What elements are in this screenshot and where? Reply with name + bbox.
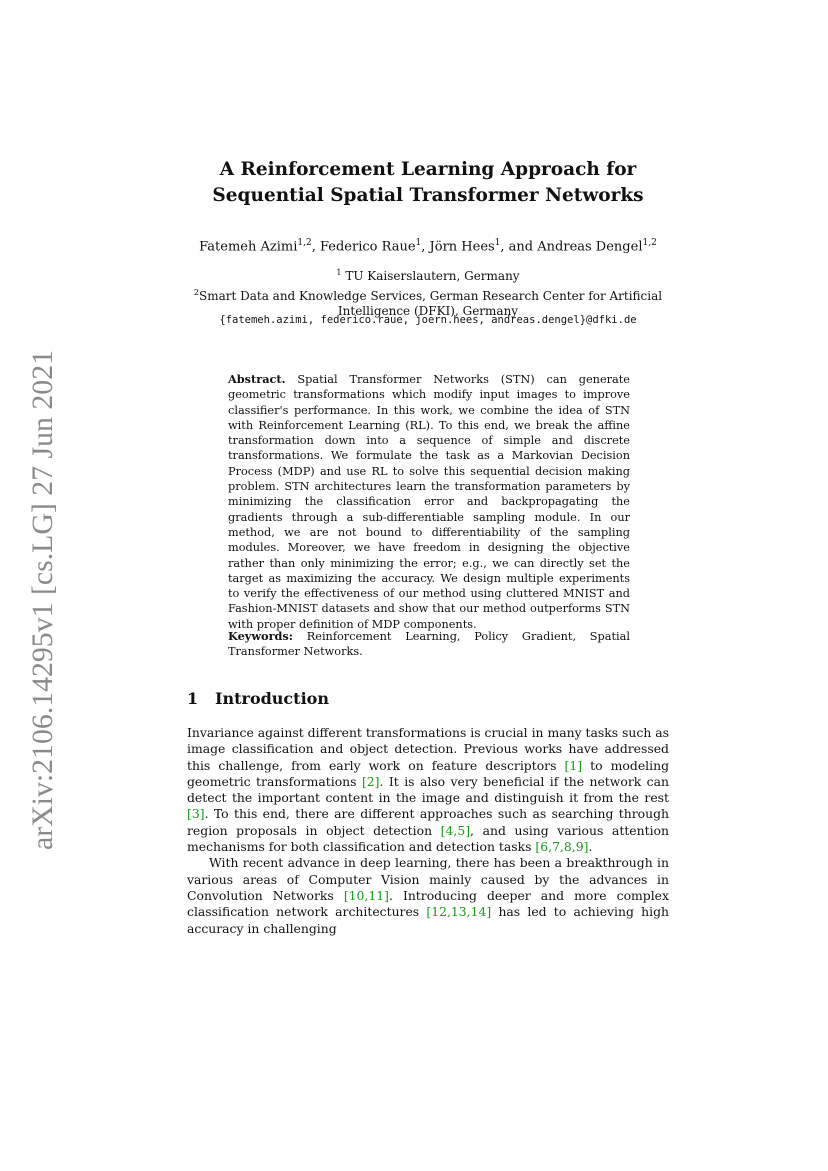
text-run: , and using various attention mechanisms for both classification and detection tasks — [187, 822, 669, 855]
affiliation-2 — [180, 285, 676, 305]
abstract-label: Abstract. — [228, 372, 286, 386]
affiliation-mark: 1 — [336, 268, 342, 277]
text-run: . To this end, there are different approaches such as searching through region proposals in object detection — [187, 806, 669, 838]
citation-link[interactable]: [3] — [187, 806, 205, 822]
author-name: Federico Raue — [319, 239, 416, 255]
citation-link[interactable]: [12,13,14] — [426, 904, 492, 920]
abstract-text: Spatial Transformer Networks (STN) can generate geometric transformations which modify input images to improve classifier's performance. In this work, we combine the idea of STN with Reinforcement Learning (RL). To this end, we break the affine transformation down into a sequence of simple and discrete transformations. We formulate the task as a Markovian Decision Process (MDP) and use RL to solve this sequential decision making problem. STN architectures learn the transformation parameters by minimizing the classification error and backpropagating the gradients through a sub-differentiable sampling module. In our method, we are not bound to differentiability of the sampling modules. Moreover, we have freedom in designing the objective rather than only minimizing the error; e.g., we can directly set the target as maximizing the accuracy. We design multiple experiments to verify the effectiveness of our method using cluttered MNIST and Fashion-MNIST datasets and show that our method outperforms STN with proper definition of MDP components. — [228, 373, 630, 631]
affiliation-text: TU Kaiserslautern, Germany — [341, 269, 520, 283]
text-run: With recent advance in deep learning, there has been a breakthrough in various areas of Computer Vision mainly caused by the advances in Convolution Networks — [187, 855, 669, 903]
author-affiliation-mark: 1,2 — [642, 238, 657, 248]
text-run: Invariance against different transformations is crucial in many tasks such as image classification and object detection. Previous works have addressed this challenge, from early work on feature descriptors — [187, 725, 669, 773]
abstract — [228, 372, 630, 632]
text-run: . Introducing deeper and more complex classification network architectures — [187, 887, 669, 920]
citation-link[interactable]: [4,5] — [440, 822, 471, 838]
citation-link[interactable]: [1] — [564, 757, 583, 773]
text-run: . It is also very beneficial if the network can detect the important content in the image and distinguish it from the rest — [187, 773, 669, 806]
author-separator: , — [311, 239, 320, 255]
keywords-label: Keywords: — [228, 629, 293, 643]
body-text — [187, 725, 669, 937]
affiliation-1 — [180, 265, 676, 285]
author-affiliation-mark: 1 — [494, 238, 501, 248]
section-title: Introduction — [215, 689, 329, 708]
author-name: Andreas Dengel — [537, 239, 643, 255]
text-run: . — [588, 839, 593, 855]
title-line-2: Sequential Spatial Transformer Networks — [212, 185, 644, 206]
citation-link[interactable]: [6,7,8,9] — [535, 839, 589, 855]
author-separator: , and — [500, 239, 538, 255]
author-affiliation-mark: 1,2 — [297, 238, 312, 248]
affiliations — [180, 265, 676, 320]
paragraph-2 — [187, 855, 669, 936]
author-separator: , — [421, 239, 430, 255]
section-heading — [187, 689, 329, 708]
arxiv-sidebar-stamp — [12, 345, 66, 855]
section-number: 1 — [187, 689, 199, 708]
affiliation-2-cont: Intelligence (DFKI), Germany — [337, 304, 519, 318]
citation-link[interactable]: [2] — [361, 773, 380, 789]
paper-title — [150, 157, 706, 209]
author-affiliation-mark: 1 — [415, 238, 422, 248]
author-emails: {fatemeh.azimi, federico.raue, joern.hees, andreas.dengel}@dfki.de — [219, 314, 637, 326]
affiliation-text: Smart Data and Knowledge Services, German Research Center for Artificial — [198, 288, 663, 303]
arxiv-identifier: arXiv:2106.14295v1 [cs.LG] 27 Jun 2021 — [26, 346, 59, 850]
keywords-text: Reinforcement Learning, Policy Gradient, Spatial Transformer Networks. — [228, 630, 631, 659]
author-name: Fatemeh Azimi — [199, 239, 298, 255]
text-run: to modeling geometric transformations — [187, 757, 669, 789]
affiliation-mark: 2 — [193, 287, 199, 297]
author-list — [140, 235, 716, 255]
author-name: Jörn Hees — [429, 239, 495, 255]
text-run: has led to achieving high accuracy in challenging — [187, 904, 669, 936]
citation-link[interactable]: [10,11] — [343, 887, 389, 903]
title-line-1: A Reinforcement Learning Approach for — [219, 159, 637, 180]
keywords — [228, 629, 630, 660]
paragraph-1 — [187, 725, 669, 855]
